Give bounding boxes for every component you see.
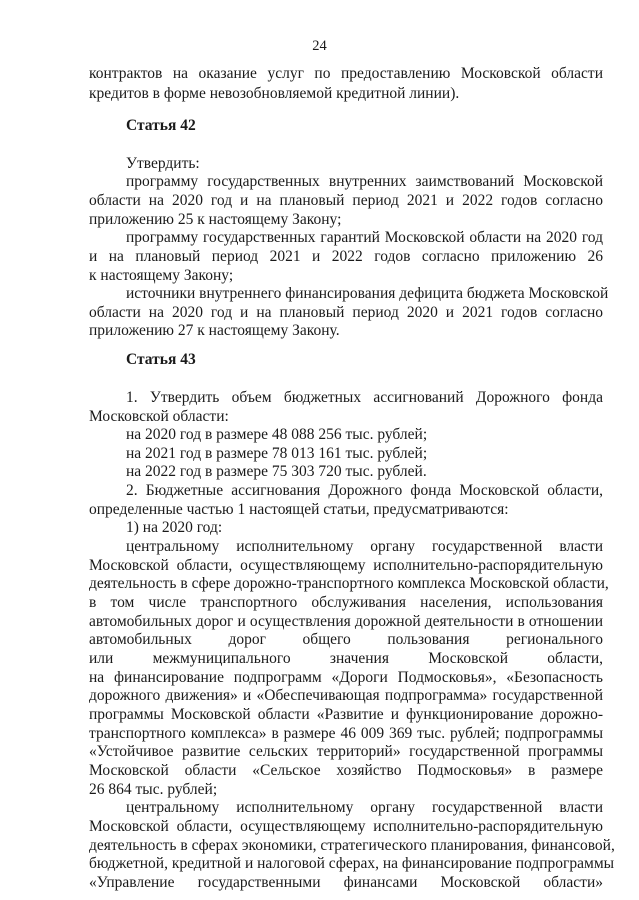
text-line: на 2020 год в размере 48 088 256 тыс. рублей; bbox=[126, 426, 428, 443]
text-line: бюджетной, кредитной и налоговой сферах, на финансирование подпрограммы bbox=[89, 855, 615, 872]
text-line: программы Московской области «Развитие и функционирование дорожно- bbox=[89, 706, 603, 723]
article-heading: Статья 42 bbox=[126, 117, 196, 134]
text-line: 1) на 2020 год: bbox=[126, 519, 223, 536]
text-line: центральному исполнительному органу государственной власти bbox=[126, 799, 603, 816]
text-line: области на 2020 год и на плановый период 2020 и 2021 годов согласно bbox=[89, 304, 603, 321]
text-line: источники внутреннего финансирования дефицита бюджета Московской bbox=[126, 285, 609, 302]
text-line: деятельность в сферах экономики, стратегического планирования, финансовой, bbox=[89, 837, 615, 854]
text-line: кредитов в форме невозобновляемой кредитной линии). bbox=[89, 85, 460, 102]
article-heading: Статья 43 bbox=[126, 351, 196, 368]
text-line: контрактов на оказание услуг по предоставлению Московской области bbox=[89, 65, 603, 82]
text-line: дорожного движения» и «Обеспечивающая подпрограмма» государственной bbox=[89, 687, 603, 704]
text-line: автомобильных дорог общего пользования регионального bbox=[89, 631, 603, 648]
text-line: 2. Бюджетные ассигнования Дорожного фонда Московской области, bbox=[126, 482, 603, 499]
text-line: к настоящему Закону; bbox=[89, 267, 234, 284]
text-line: автомобильных дорог и осуществления дорожной деятельности в отношении bbox=[89, 613, 603, 630]
text-line: деятельность в сфере дорожно-транспортного комплекса Московской области, bbox=[89, 575, 609, 592]
text-line: центральному исполнительному органу государственной власти bbox=[126, 538, 603, 555]
text-line: «Управление государственными финансами Московской области» bbox=[89, 874, 603, 891]
text-line: Московской области, осуществляющему исполнительно-распорядительную bbox=[89, 818, 603, 835]
text-line: 1. Утвердить объем бюджетных ассигнований Дорожного фонда bbox=[126, 389, 603, 406]
text-line: 26 864 тыс. рублей; bbox=[89, 781, 218, 798]
text-line: или межмуниципального значения Московской области, bbox=[89, 650, 603, 667]
text-line: на финансирование подпрограмм «Дороги Подмосковья», «Безопасность bbox=[89, 669, 603, 686]
text-line: в том числе транспортного обслуживания населения, использования bbox=[89, 594, 603, 611]
text-line: Московской области «Сельское хозяйство Подмосковья» в размере bbox=[89, 762, 603, 779]
page-number: 24 bbox=[312, 38, 327, 54]
text-line: и на плановый период 2021 и 2022 годов согласно приложению 26 bbox=[89, 248, 603, 265]
text-line: Утвердить: bbox=[126, 155, 200, 172]
text-line: «Устойчивое развитие сельских территорий» государственной программы bbox=[89, 743, 603, 760]
text-line: на 2021 год в размере 78 013 161 тыс. рублей; bbox=[126, 445, 428, 462]
text-line: приложению 27 к настоящему Закону. bbox=[89, 322, 340, 339]
text-line: программу государственных гарантий Московской области на 2020 год bbox=[126, 229, 603, 246]
text-line: определенные частью 1 настоящей статьи, предусматриваются: bbox=[89, 501, 509, 518]
text-line: программу государственных внутренних заимствований Московской bbox=[126, 173, 603, 190]
text-line: области на 2020 год и на плановый период 2021 и 2022 годов согласно bbox=[89, 192, 603, 209]
text-line: транспортного комплекса» в размере 46 009 369 тыс. рублей; подпрограммы bbox=[89, 725, 603, 742]
text-line: на 2022 год в размере 75 303 720 тыс. рублей. bbox=[126, 463, 427, 480]
text-line: Московской области: bbox=[89, 408, 229, 425]
text-line: Московской области, осуществляющему исполнительно-распорядительную bbox=[89, 557, 603, 574]
text-line: приложению 25 к настоящему Закону; bbox=[89, 211, 342, 228]
